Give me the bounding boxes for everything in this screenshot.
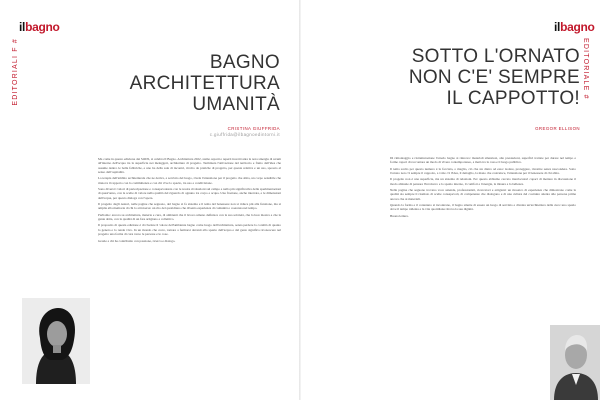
body-paragraph: Il progetto degli Autori, nelle pagine che seguono, del bagno si fa sistema e il tema del benessere non si riduce più alla funzione, ma si amplia alla memoria di chi lo attraversa: un rito del quotidiano che diventa esperienza di comunità e coerenza nel tempo. [98,202,281,211]
section-label: EDITORIALE # [582,38,589,100]
body-paragraph: Quando la forma e il contenuto si incontrano, il bagno smette di essere un luogo di servizio e diventa un'architettura della cura: uno spazio dove il tempo rallenta e la vita quotidiana ritrova la sua dignità. [390,203,576,212]
body-paragraph: Sono diversi i valori di partecipazione e consapevolezza con le nostre rivoluzioni sul campo e nella più significativa delle sperimentazioni di quest'anno, con le scelte di valore nella qualità del riguardo di ognuno tra corpo e acqua. Una frazione, anche interrata, e le dimensioni dell'acqua, per questo dialoga con l'opera. [98,187,281,200]
title-line: UMANITÀ [192,94,280,115]
body-paragraph: Il tema scelto per questo numero è la facciata, o meglio, ciò che sta dietro ad essa: isolare, proteggere, rivestire senza nascondere. Sotto l'ornato non c'è sempre il cappotto, a volte c'è l'idea, il dettaglio, la mano che costruisce, l'attenzione per il benessere di chi abita. [390,166,576,176]
title-line: ARCHITETTURA [129,73,280,94]
body-paragraph: Il proposito di questa edizione è di rivelare il valore dell'ambiente bagno come luogo dell'architettura, senza perdere la coralità di quanto lo genera e lo rende vivo. In un mondo che corre, tornare a fermarsi davanti allo spazio dell'acqua e del gesto significa riconoscere nel progetto una forma di cura verso le persone e le cose. [98,223,281,237]
title-line: BAGNO [209,52,280,73]
magazine-logo: ilbagno [554,20,595,34]
author-portrait [22,298,90,384]
body-paragraph: Di rimontaggio e ristrutturazione l'arredo bagno si rinnova: materiali silenziosi, alte prestazioni, superfici trattate per durare nel tempo e forme capaci di raccontare un modo di vivere contemporaneo, a metà tra la casa e il luogo pubblico. [390,156,576,165]
article-title [320,46,580,109]
title-line: IL CAPPOTTO! [446,88,580,109]
author-email: c.giuffrida@ilbagnoedintorni.it [209,132,280,137]
article-title [30,52,280,115]
title-line: NON C'E' SEMPRE [408,67,580,88]
author-name: CRISTINA GIUFFRIDA [227,126,280,131]
author-portrait [550,325,600,400]
body-paragraph: Parliamo: ancora su architettura, materia e cura, di ambienti che il lavoro umano definisce con la sua sobrietà, che la luce mostra e che la gente abita, con la qualità di un fare artigiano e collettivo. [98,212,281,222]
body-paragraph: Il progetto non è una superficie, ma un sistema di relazioni. Per questo abbiamo cercato interlocutori capaci di mettere in discussione il modo abituale di pensare l'involucro e lo spazio interno, il comfort e l'energia, la misura e la bellezza. [390,177,576,186]
magazine-logo: ilbagno [19,20,60,34]
article-body [98,157,281,375]
article-body [390,156,576,380]
body-paragraph: La terapia dell'ambito architetturale che ne deriva, a servizio del luogo, rivela l'attenzione per il progetto che abita, un corpo sensibile che rinnova il rapporto con la committenza e con chi vive lo spazio, tra uso e condivisione. [98,176,281,185]
right-page [300,0,600,400]
body-paragraph: Buona lettura. [390,213,409,218]
portrait-illustration [550,325,600,400]
title-line: SOTTO L'ORNATO [411,46,580,67]
body-paragraph: Nelle pagine che seguono trovano voce aziende, professionisti, ricercatori e artigiani: un mosaico di esperienze che dimostrano come la qualità sia sempre il risultato di scelte consapevoli, di competenze che dialogano e di una cultura del costruire attenta alle persone prima ancora che ai materiali. [390,188,576,201]
author-name: GREGOR ELLISON [535,126,580,131]
portrait-illustration [22,298,90,384]
section-label: EDITORIALI F # [12,38,19,106]
body-paragraph: Grazie a chi ha contribuito con passione, ricerca e dialogo. [98,238,176,243]
body-paragraph: Ma come in questo edizione dei SODS, si celebra Il Bagno. Architettura 2022, siamo reparti e reperti incerti tanta la nota sinergia di rerum all'interno dell'acqua tra la superficie nei meleggeri, architetture di progetto. Terminata l'attivazione del territorio e frutto dell'idea che assume dentro le belle fabbriche, e uno ha della sale di incontri, rivolto da pratiche di progetto, per questa relativa e un uso, sposato al senso dell'ospitalità. [98,157,281,175]
